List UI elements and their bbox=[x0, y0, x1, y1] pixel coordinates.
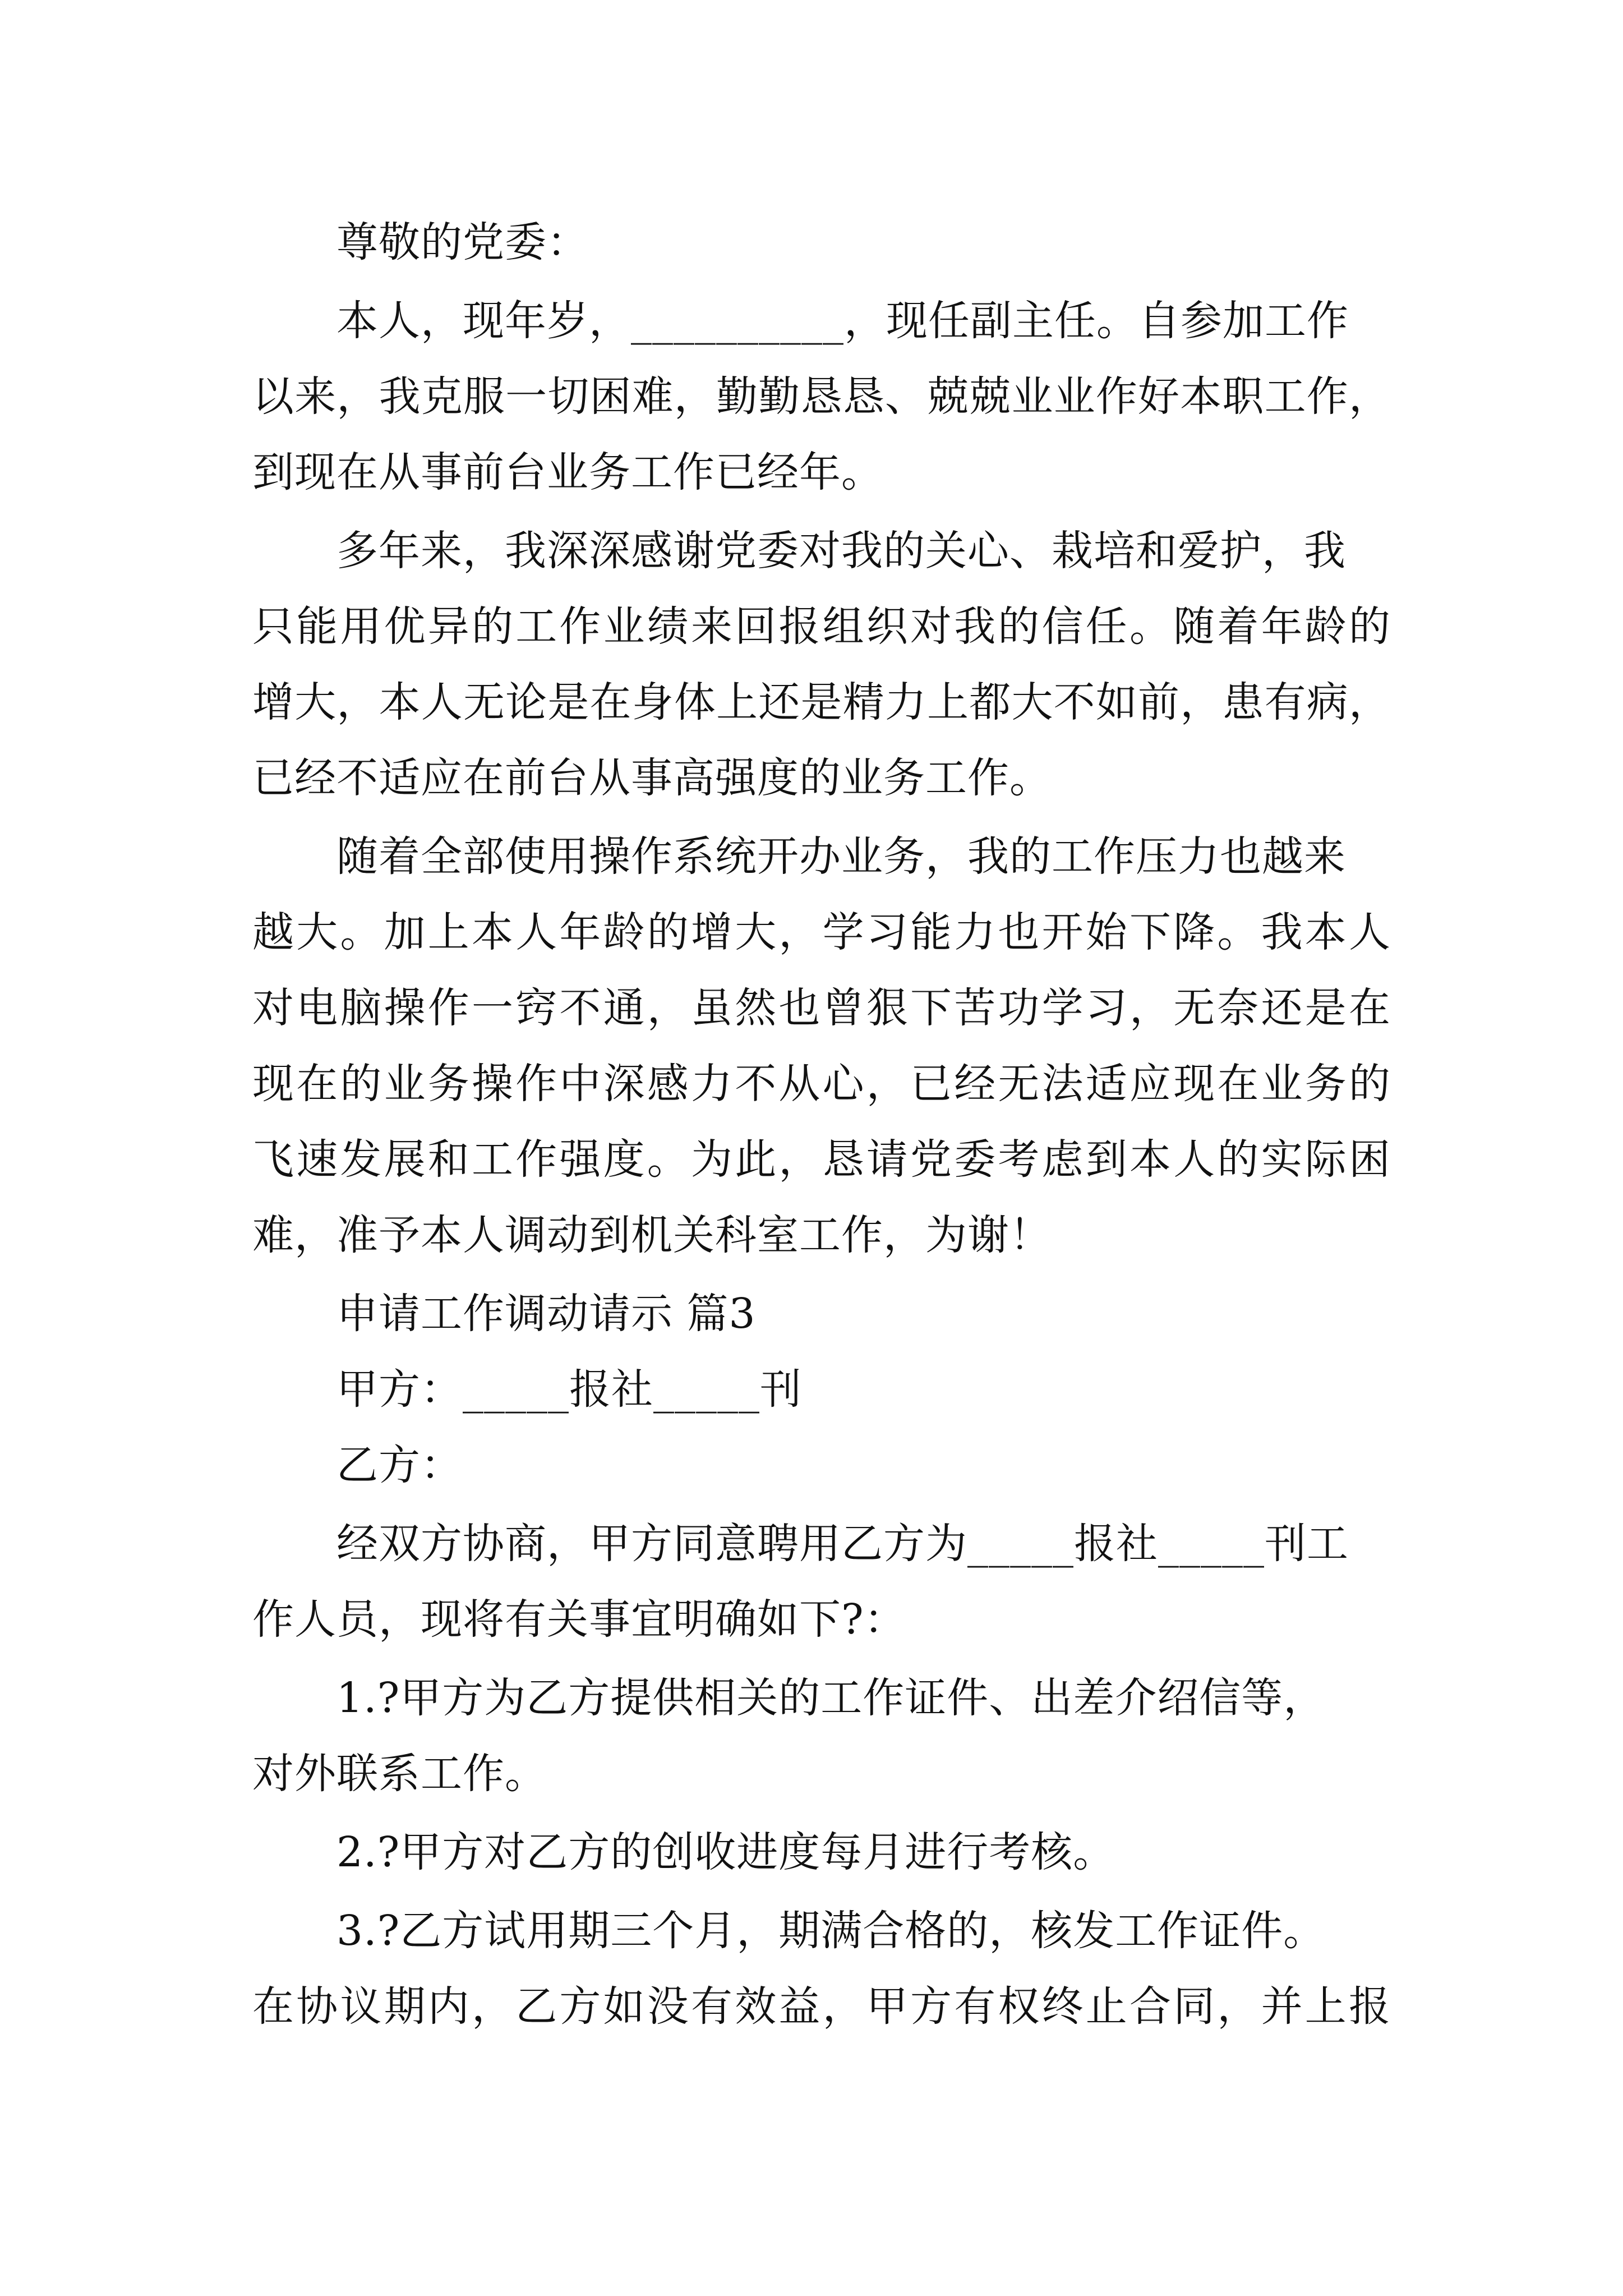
paragraph-1-line-2: 以来，我克服一切困难，勤勤恳恳、兢兢业业作好本职工作， bbox=[252, 372, 1391, 421]
paragraph-2-line-3: 增大，本人无论是在身体上还是精力上都大不如前，患有病， bbox=[252, 678, 1391, 726]
paragraph-1-line-1: 本人，现年岁，__________，现任副主任。自参加工作 bbox=[336, 297, 1349, 345]
party-b-line: 乙方： bbox=[336, 1441, 463, 1489]
clause-2: 2.?甲方对乙方的创收进度每月进行考核。 bbox=[336, 1828, 1115, 1876]
paragraph-3-line-4: 现在的业务操作中深感力不从心，已经无法适应现在业务的 bbox=[252, 1060, 1391, 1108]
clause-1-line-2: 对外联系工作。 bbox=[252, 1750, 547, 1798]
clause-3-line-1: 3.?乙方试用期三个月，期满合格的，核发工作证件。 bbox=[336, 1907, 1326, 1955]
paragraph-3-line-6: 难，准予本人调动到机关科室工作，为谢！ bbox=[252, 1211, 1052, 1259]
section-title: 申请工作调动请示 篇3 bbox=[336, 1290, 756, 1338]
clause-1-line-1: 1.?甲方为乙方提供相关的工作证件、出差介绍信等， bbox=[336, 1674, 1326, 1722]
paragraph-3-line-2: 越大。加上本人年龄的增大，学习能力也开始下降。我本人 bbox=[252, 908, 1391, 956]
paragraph-1-line-3: 到现在从事前台业务工作已经年。 bbox=[252, 448, 883, 496]
paragraph-3-line-3: 对电脑操作一窍不通，虽然也曾狠下苦功学习，无奈还是在 bbox=[252, 984, 1391, 1032]
paragraph-2-line-4: 已经不适应在前台从事高强度的业务工作。 bbox=[252, 754, 1052, 802]
clause-3-line-2: 在协议期内，乙方如没有效益，甲方有权终止合同，并上报 bbox=[252, 1982, 1391, 2031]
paragraph-2-line-1: 多年来，我深深感谢党委对我的关心、栽培和爱护，我 bbox=[336, 527, 1346, 575]
paragraph-2-line-2: 只能用优异的工作业绩来回报组织对我的信任。随着年龄的 bbox=[252, 602, 1391, 651]
paragraph-3-line-1: 随着全部使用操作系统开办业务，我的工作压力也越来 bbox=[336, 832, 1346, 881]
salutation: 尊敬的党委： bbox=[336, 218, 589, 266]
agreement-intro-line-2: 作人员，现将有关事宜明确如下?： bbox=[252, 1595, 906, 1644]
agreement-intro-line-1: 经双方协商，甲方同意聘用乙方为_____报社_____刊工 bbox=[336, 1520, 1349, 1568]
paragraph-3-line-5: 飞速发展和工作强度。为此，恳请党委考虑到本人的实际困 bbox=[252, 1135, 1391, 1184]
party-a-line: 甲方：_____报社_____刊 bbox=[336, 1365, 802, 1414]
